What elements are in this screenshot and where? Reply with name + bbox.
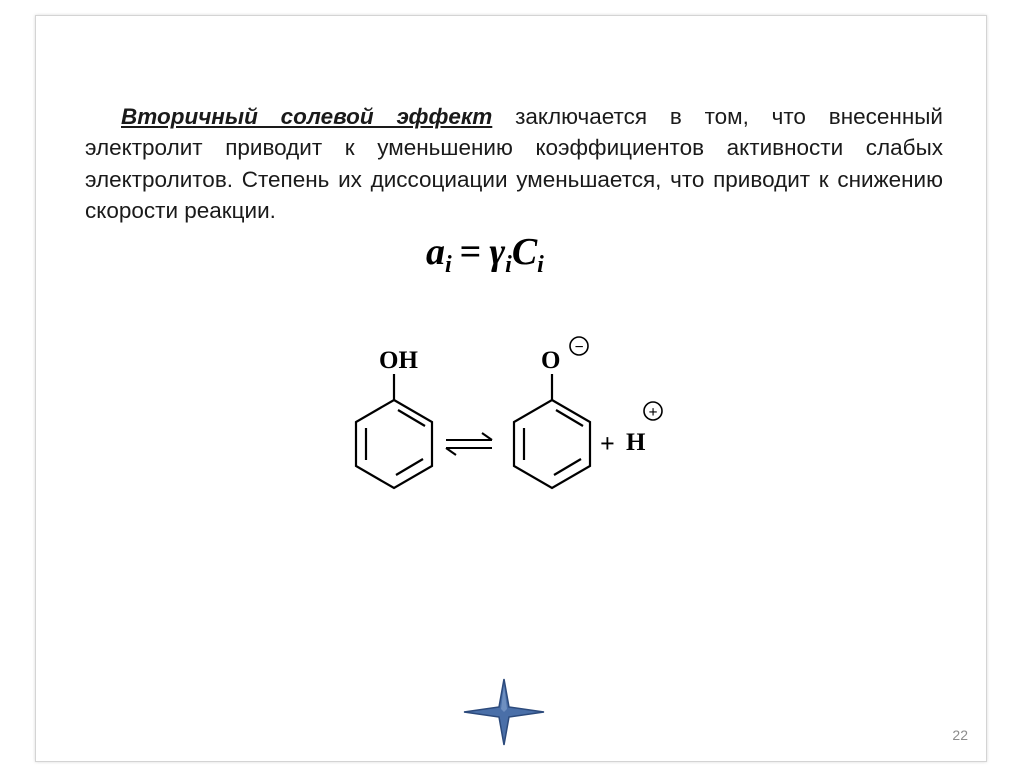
formula-gamma-subscript: i [505, 252, 512, 278]
page-number: 22 [952, 727, 968, 743]
formula-activity: a [426, 231, 445, 273]
positive-charge-icon [644, 402, 662, 421]
formula-concentration-subscript: i [537, 252, 544, 278]
formula-equals: = [459, 231, 482, 273]
formula-gamma: γ [489, 231, 506, 273]
proton-label: H [626, 429, 646, 456]
activity-formula [426, 230, 626, 280]
formula-activity-subscript: i [445, 252, 452, 278]
four-point-star-icon [462, 677, 546, 747]
plus-sign: + [600, 429, 615, 458]
phenol-molecule [356, 374, 432, 488]
positive-charge-sign: + [648, 404, 658, 421]
term-secondary-salt-effect: Вторичный солевой эффект [121, 103, 493, 129]
negative-charge-sign: − [574, 339, 584, 356]
formula-concentration: C [511, 231, 538, 273]
hydroxyl-group-label: OH [379, 347, 418, 374]
phenolate-molecule [514, 374, 590, 488]
oxygen-label: O [541, 347, 561, 374]
paragraph-text: заключается в том, что внесенный электролит приводит к уменьшению коэффициентов активности слабых электролитов. Степень их диссоциации уменьшается, что приводит к снижению скорости реакции. [85, 103, 943, 223]
body-paragraph [85, 101, 943, 227]
negative-charge-icon [570, 337, 588, 356]
equilibrium-arrows [446, 433, 492, 455]
phenol-dissociation-scheme [340, 335, 680, 495]
